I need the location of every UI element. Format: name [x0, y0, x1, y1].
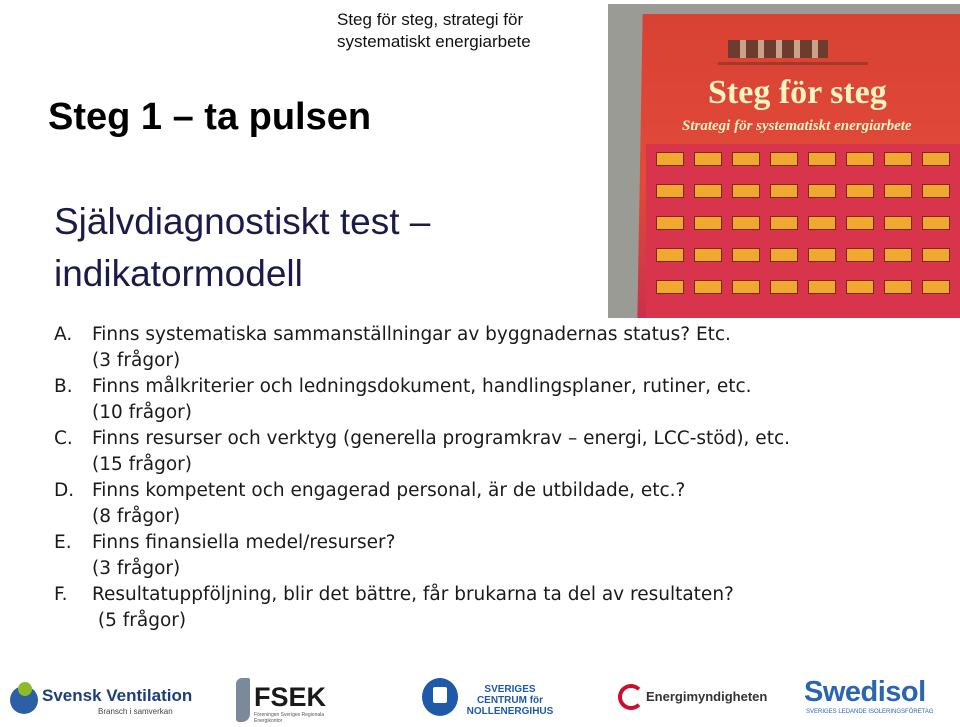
book-window [884, 152, 912, 166]
question-item-c [54, 426, 954, 478]
question-letter: B. [54, 376, 73, 397]
book-window [846, 280, 874, 294]
book-small-text [718, 62, 868, 65]
book-window [656, 280, 684, 294]
question-letter: E. [54, 532, 72, 553]
book-title: Steg för steg [708, 74, 887, 111]
book-window [656, 184, 684, 198]
svensk-ventilation-accent-icon [18, 682, 32, 696]
svensk-ventilation-logo [6, 680, 193, 720]
svensk-ventilation-name: Svensk Ventilation [42, 686, 193, 705]
swedisol-logo [804, 676, 954, 720]
question-count: (8 frågor) [92, 506, 181, 527]
book-window [884, 280, 912, 294]
energimyndigheten-icon [618, 684, 644, 710]
question-letter: F. [54, 584, 68, 605]
fsek-tag: Föreningen Sveriges Regionala Energikontor [254, 712, 325, 724]
book-window [770, 248, 798, 262]
book-window [656, 216, 684, 230]
slide-caption: Steg för steg, strategi för systematiskt energiarbete [337, 10, 531, 51]
book-window [732, 248, 760, 262]
book-window [846, 152, 874, 166]
book-window [922, 152, 950, 166]
energimyndigheten-name: Energimyndigheten [646, 689, 768, 704]
book-window [846, 216, 874, 230]
book-window [732, 184, 760, 198]
house-badge-icon [422, 678, 458, 716]
sveriges-centrum-name: SVERIGES CENTRUM för NOLLENERGIHUS [466, 684, 554, 717]
book-window [694, 248, 722, 262]
book-window [770, 216, 798, 230]
book-window [694, 216, 722, 230]
question-letter: C. [54, 428, 73, 449]
book-window [694, 280, 722, 294]
question-text: Finns målkriterier och ledningsdokument, handlingsplaner, rutiner, etc. [92, 376, 752, 397]
book-window [732, 216, 760, 230]
question-text: Resultatuppföljning, blir det bättre, får brukarna ta del av resultaten? [92, 584, 734, 605]
question-item-b [54, 374, 954, 426]
book-window [808, 152, 836, 166]
fsek-logo [236, 670, 346, 726]
question-count: (10 frågor) [92, 402, 192, 423]
book-window [846, 184, 874, 198]
swedisol-tag: SVERIGES LEDANDE ISOLERINGSFÖRETAG [806, 709, 934, 715]
book-window [922, 280, 950, 294]
fsek-name: FSEK [254, 682, 327, 712]
question-text: Finns systematiska sammanställningar av byggnadernas status? Etc. [92, 324, 731, 345]
book-window [808, 280, 836, 294]
book-window [922, 184, 950, 198]
book-houses-illustration [728, 40, 828, 58]
question-text: Finns resurser och verktyg (generella programkrav – energi, LCC-stöd), etc. [92, 428, 790, 449]
svensk-ventilation-tag: Bransch i samverkan [98, 707, 173, 716]
book-window [922, 248, 950, 262]
book-subtitle: Strategi för systematiskt energiarbete [682, 118, 912, 134]
book-window [770, 152, 798, 166]
question-count: (5 frågor) [92, 610, 187, 631]
book-window [770, 280, 798, 294]
swedisol-name: Swedisol [804, 676, 926, 708]
partner-logos [0, 668, 960, 727]
question-text: Finns kompetent och engagerad personal, är de utbildade, etc.? [92, 480, 686, 501]
question-item-a [54, 322, 954, 374]
book-window [922, 216, 950, 230]
question-count: (15 frågor) [92, 454, 192, 475]
slide-subtitle: Självdiagnostiskt test – indikatormodell [54, 201, 431, 294]
book-window [808, 184, 836, 198]
book-window [808, 248, 836, 262]
book-cover-image [608, 4, 960, 318]
question-letter: A. [54, 324, 73, 345]
book-window [656, 152, 684, 166]
book-window [694, 152, 722, 166]
energimyndigheten-logo [618, 682, 768, 718]
book-window [732, 152, 760, 166]
book-window [846, 248, 874, 262]
book-window [770, 184, 798, 198]
sveriges-centrum-logo [422, 674, 572, 724]
book-building-facade [646, 144, 960, 318]
question-list [54, 322, 954, 634]
question-text: Finns finansiella medel/resurser? [92, 532, 396, 553]
question-letter: D. [54, 480, 75, 501]
book-window [884, 216, 912, 230]
sweden-map-icon [236, 678, 250, 722]
book-window [884, 248, 912, 262]
question-count: (3 frågor) [92, 350, 181, 371]
book-window [884, 184, 912, 198]
book-window [808, 216, 836, 230]
question-item-e [54, 530, 954, 582]
slide-title: Steg 1 – ta pulsen [48, 96, 372, 138]
book-window [694, 184, 722, 198]
question-count: (3 frågor) [92, 558, 181, 579]
book-window [732, 280, 760, 294]
question-item-f [54, 582, 954, 634]
question-item-d [54, 478, 954, 530]
book-window [656, 248, 684, 262]
